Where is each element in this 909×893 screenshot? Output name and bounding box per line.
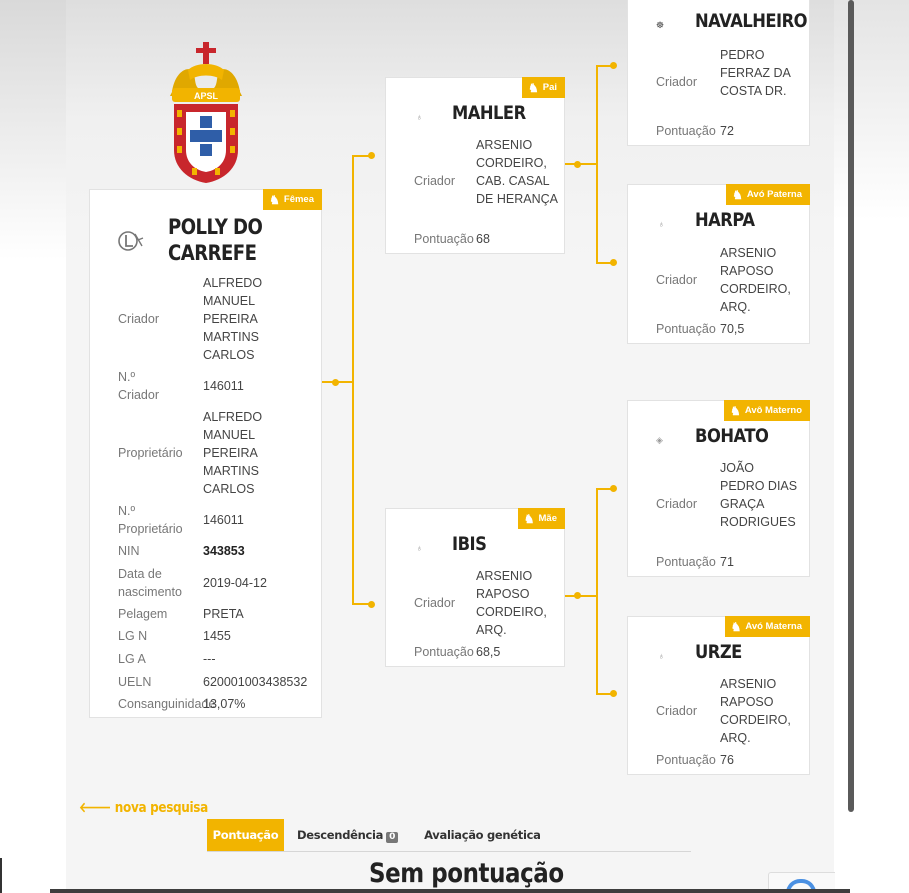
row-value: --- <box>203 652 216 666</box>
avo-paterno-card[interactable] <box>627 0 810 146</box>
connector-dot <box>610 259 617 266</box>
brand-mark-icon: ♁ <box>658 651 665 661</box>
data-nascimento-row <box>118 565 318 601</box>
badge-label: Avô Materno <box>744 405 802 416</box>
brand-mark-icon: ♁ <box>658 219 665 229</box>
role-badge <box>726 184 810 205</box>
row-label: N.º Criador <box>118 370 159 402</box>
avo-paterna-card[interactable] <box>627 184 810 344</box>
row-label: N.º Proprietário <box>118 504 183 536</box>
brand-mark-icon: ☸ <box>656 20 665 30</box>
row-label: Criador <box>414 174 455 188</box>
connector-line <box>596 488 598 695</box>
brand-mark-icon <box>118 230 144 252</box>
nin-row <box>118 542 318 560</box>
row-value: 2019-04-12 <box>203 576 267 590</box>
arrow-left-icon: 🡐 <box>79 800 111 816</box>
connector-line <box>596 65 598 263</box>
role-badge <box>522 77 565 98</box>
row-value: 620001003438532 <box>203 675 308 689</box>
role-badge <box>724 400 810 421</box>
tab-label: Descendência <box>297 828 384 842</box>
row-label: Pontuação <box>414 232 474 246</box>
left-edge <box>0 858 2 893</box>
criador-row <box>656 46 806 118</box>
pontuacao-row <box>414 643 564 661</box>
horse-icon: ♞ <box>523 511 535 526</box>
role-badge <box>518 508 565 529</box>
row-value: ARSENIO CORDEIRO, CAB. CASAL DE HERANÇA <box>476 138 558 206</box>
bottom-edge <box>50 889 850 893</box>
badge-label: Pai <box>542 82 557 93</box>
row-label: Criador <box>414 596 455 610</box>
crest-text: APSL <box>193 91 219 101</box>
tab-bar <box>207 819 554 852</box>
row-value: 68,5 <box>476 645 501 659</box>
sem-pontuacao-heading: Sem pontuação <box>369 858 564 889</box>
horse-name: BOHATO <box>695 425 769 447</box>
row-value: 343853 <box>203 544 245 558</box>
row-label: UELN <box>118 675 152 689</box>
badge-label: Avó Paterna <box>746 189 802 200</box>
row-label: LG A <box>118 652 146 666</box>
horse-icon: ♞ <box>732 187 743 202</box>
left-gutter <box>0 0 66 893</box>
lg-a-row <box>118 650 318 668</box>
row-value: 72 <box>720 124 734 138</box>
badge-label: Avó Materna <box>745 621 802 632</box>
horse-name: POLLY DO CARREFE <box>168 215 263 265</box>
tab-descendencia[interactable] <box>284 819 411 852</box>
row-label: Pontuação <box>656 322 716 336</box>
pontuacao-row <box>656 751 806 769</box>
row-value: PRETA <box>203 607 244 621</box>
row-label: Pontuação <box>414 645 474 659</box>
sex-badge <box>263 189 322 210</box>
horse-icon: ♞ <box>730 619 742 634</box>
lg-n-row <box>118 627 318 645</box>
connector-dot <box>574 592 581 599</box>
connector-dot <box>368 152 375 159</box>
tab-pontuacao[interactable]: Pontuação <box>207 819 284 852</box>
pontuacao-row <box>656 553 806 571</box>
row-value: 146011 <box>203 513 244 527</box>
connector-dot <box>610 62 617 69</box>
badge-label: Mãe <box>538 513 557 524</box>
apsl-crest-logo <box>166 40 246 185</box>
right-gutter <box>834 0 909 893</box>
row-value: ARSENIO RAPOSO CORDEIRO, ARQ. <box>720 246 791 314</box>
scrollbar[interactable] <box>848 0 854 812</box>
row-value: JOÃO PEDRO DIAS GRAÇA RODRIGUES <box>720 461 798 529</box>
horse-icon: ♞ <box>730 403 741 418</box>
horse-name: HARPA <box>695 209 755 231</box>
pelagem-row <box>118 605 318 623</box>
row-label: Proprietário <box>118 446 183 460</box>
row-label: Pontuação <box>656 753 716 767</box>
row-label: Consanguinidade <box>118 697 216 711</box>
row-value: ALFREDO MANUEL PEREIRA MARTINS CARLOS <box>203 276 263 362</box>
horse-icon: ♞ <box>527 80 539 95</box>
connector-dot <box>610 485 617 492</box>
horse-name: IBIS <box>452 533 487 555</box>
row-value: ARSENIO RAPOSO CORDEIRO, ARQ. <box>720 677 791 745</box>
row-value: 76 <box>720 753 734 767</box>
connector-dot <box>610 690 617 697</box>
row-value: 70,5 <box>720 322 745 336</box>
brand-mark-icon: ◈ <box>656 435 663 445</box>
main-horse-card <box>89 189 322 718</box>
row-label: NIN <box>118 544 140 558</box>
brand-mark-icon: ♁ <box>416 543 423 553</box>
criador-row <box>656 675 806 747</box>
connector-line <box>352 155 354 605</box>
row-value: 13,07% <box>203 697 246 711</box>
brand-mark-icon: ♁ <box>416 112 423 122</box>
row-label: Criador <box>656 704 697 718</box>
proprietario-row <box>118 408 318 498</box>
row-label: Criador <box>656 497 697 511</box>
row-value: 1455 <box>203 629 231 643</box>
role-badge <box>725 616 810 637</box>
horse-name: MAHLER <box>452 102 526 124</box>
criador-row <box>656 459 806 549</box>
row-label: Criador <box>656 273 697 287</box>
row-label: Data de nascimento <box>118 567 182 599</box>
pontuacao-row <box>414 230 564 248</box>
connector-dot <box>574 161 581 168</box>
horse-name: NAVALHEIRO <box>695 10 808 32</box>
row-value: ARSENIO RAPOSO CORDEIRO, ARQ. <box>476 569 547 637</box>
horse-name: URZE <box>695 641 742 663</box>
row-value: 71 <box>720 555 734 569</box>
horse-icon: ♞ <box>269 192 280 207</box>
count-badge: 0 <box>386 832 398 843</box>
mae-card[interactable] <box>385 508 565 667</box>
row-label: Criador <box>656 75 697 89</box>
badge-label: Fêmea <box>283 194 314 205</box>
criador-row <box>414 136 564 226</box>
avo-materno-card[interactable] <box>627 400 810 577</box>
consanguinidade-row <box>118 695 318 713</box>
criador-row <box>414 567 564 639</box>
tab-underline <box>207 851 691 852</box>
criador-row <box>118 274 318 364</box>
pontuacao-row <box>656 320 806 338</box>
n-proprietario-row <box>118 502 318 538</box>
row-value: 68 <box>476 232 490 246</box>
pontuacao-row <box>656 122 806 140</box>
pai-card[interactable] <box>385 77 565 254</box>
row-label: Pontuação <box>656 555 716 569</box>
avo-materna-card[interactable] <box>627 616 810 775</box>
n-criador-row <box>118 368 318 404</box>
row-value: ALFREDO MANUEL PEREIRA MARTINS CARLOS <box>203 410 263 496</box>
nova-pesquisa-link[interactable] <box>79 799 208 816</box>
connector-dot <box>368 601 375 608</box>
criador-row <box>656 244 806 316</box>
row-label: Criador <box>118 312 159 326</box>
row-label: LG N <box>118 629 148 643</box>
row-value: PEDRO FERRAZ DA COSTA DR. <box>720 48 791 98</box>
nova-pesquisa-label: nova pesquisa <box>114 800 208 816</box>
ueln-row <box>118 673 318 691</box>
row-label: Pontuação <box>656 124 716 138</box>
row-label: Pelagem <box>118 607 168 621</box>
row-value: 146011 <box>203 379 244 393</box>
tab-avaliacao-genetica[interactable]: Avaliação genética <box>424 828 541 842</box>
